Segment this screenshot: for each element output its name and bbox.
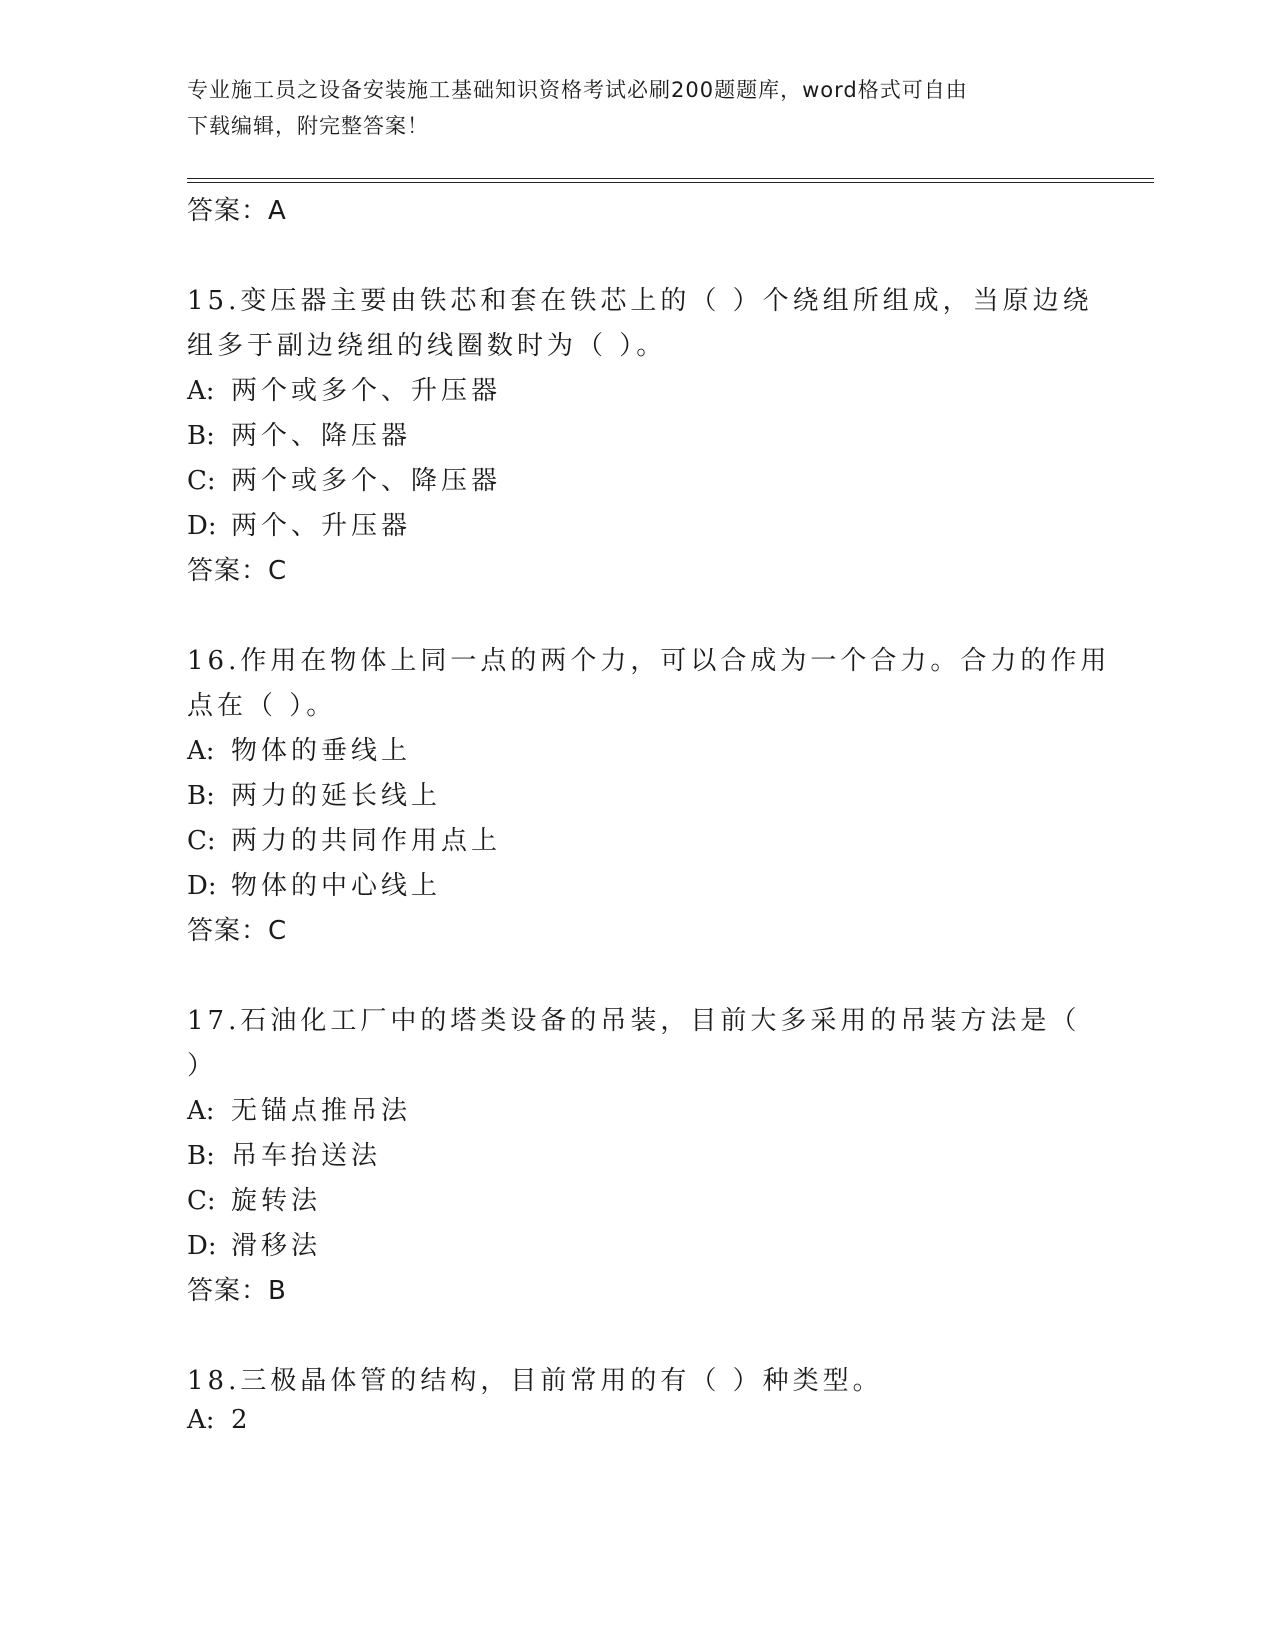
option-letter: C: <box>187 1186 216 1216</box>
answer: 答案：C <box>187 556 288 586</box>
option-c <box>187 460 501 497</box>
option-text: 吊车抬送法 <box>231 1141 382 1171</box>
option-text: 滑移法 <box>231 1231 322 1261</box>
answer: 答案：C <box>187 916 288 946</box>
option-letter: A: <box>187 376 215 406</box>
question-stem-line: 17.石油化工厂中的塔类设备的吊装，目前大多采用的吊装方法是（ <box>187 1006 1081 1036</box>
question-stem-line: ） <box>187 1051 218 1081</box>
option-letter: C: <box>187 466 216 496</box>
previous-answer: 答案：A <box>187 196 287 226</box>
option-text: 两力的延长线上 <box>231 781 442 811</box>
header-title-line-2: 下载编辑，附完整答案！ <box>187 114 429 138</box>
option-text: 两个、升压器 <box>231 511 412 541</box>
option-d <box>187 865 441 902</box>
option-letter: D: <box>187 1231 217 1261</box>
option-text: 2 <box>231 1405 252 1435</box>
option-a <box>187 730 411 767</box>
option-d <box>187 1225 321 1262</box>
option-letter: B: <box>187 1141 215 1171</box>
option-b <box>187 415 411 452</box>
option-letter: C: <box>187 826 216 856</box>
option-text: 两个或多个、升压器 <box>231 376 502 406</box>
option-d <box>187 505 411 542</box>
option-text: 两个或多个、降压器 <box>231 466 502 496</box>
header-divider-bottom <box>187 182 1154 183</box>
question-stem-line: 15.变压器主要由铁芯和套在铁芯上的（ ）个绕组所组成，当原边绕 <box>187 286 1093 316</box>
document-header <box>187 72 1067 144</box>
question-stem-line: 16.作用在物体上同一点的两个力，可以合成为一个合力。合力的作用 <box>187 646 1111 676</box>
option-letter: D: <box>187 511 217 541</box>
option-b <box>187 1135 381 1172</box>
option-letter: B: <box>187 421 215 451</box>
header-divider-top <box>187 178 1154 179</box>
option-b <box>187 775 441 812</box>
option-text: 两力的共同作用点上 <box>231 826 502 856</box>
header-title-line-1: 专业施工员之设备安装施工基础知识资格考试必刷200题题库，word格式可自由 <box>187 78 968 102</box>
option-a <box>187 370 501 407</box>
option-text: 两个、降压器 <box>231 421 412 451</box>
option-text: 无锚点推吊法 <box>231 1096 412 1126</box>
option-c <box>187 820 501 857</box>
option-text: 物体的垂线上 <box>231 736 412 766</box>
option-letter: B: <box>187 781 215 811</box>
option-a <box>187 1405 252 1435</box>
option-text: 物体的中心线上 <box>231 871 442 901</box>
option-c <box>187 1180 321 1217</box>
answer: 答案：B <box>187 1276 287 1306</box>
option-letter: A: <box>187 736 215 766</box>
question-stem-line: 组多于副边绕组的线圈数时为（ ）。 <box>187 331 667 361</box>
option-a <box>187 1090 411 1127</box>
question-stem-line: 18.三极晶体管的结构，目前常用的有（ ）种类型。 <box>187 1366 883 1396</box>
option-letter: D: <box>187 871 217 901</box>
question-stem-line: 点在（ ）。 <box>187 691 337 721</box>
option-text: 旋转法 <box>231 1186 322 1216</box>
option-letter: A: <box>187 1096 215 1126</box>
option-letter: A: <box>187 1405 215 1435</box>
